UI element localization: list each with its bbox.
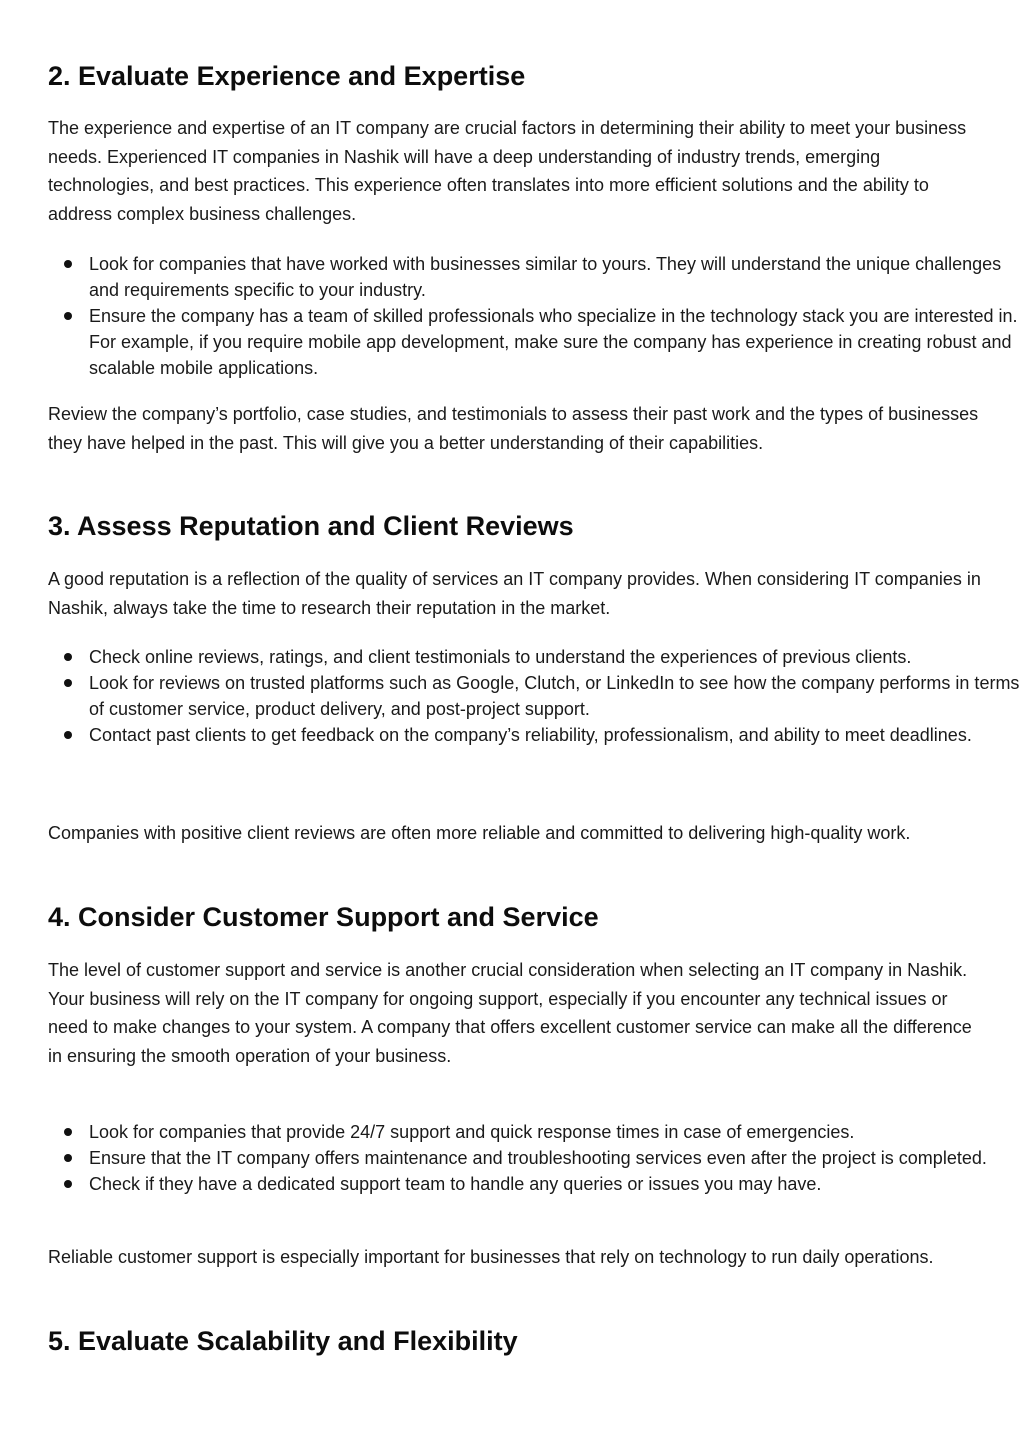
section-intro-paragraph: A good reputation is a reflection of the quality of services an IT company provides. When considering IT companies in Nashik, always take the time to research their reputation in the market. bbox=[48, 569, 981, 618]
section-heading: 2. Evaluate Experience and Expertise bbox=[48, 61, 526, 91]
list-item-text: Look for companies that provide 24/7 support and quick response times in case of emergencies. bbox=[89, 1122, 855, 1142]
list-item bbox=[89, 644, 1024, 670]
bullet-dot-icon bbox=[64, 1180, 72, 1188]
list-item bbox=[89, 1145, 1024, 1171]
list-item bbox=[89, 251, 1024, 303]
list-item-text: Check online reviews, ratings, and client testimonials to understand the experiences of previous clients. bbox=[89, 647, 912, 667]
bullet-dot-icon bbox=[64, 731, 72, 739]
list-item-text: Look for companies that have worked with businesses similar to yours. They will understand the unique challenges and requirements specific to your industry. bbox=[89, 254, 1002, 300]
list-item-text: Ensure that the IT company offers maintenance and troubleshooting services even after the project is completed. bbox=[89, 1148, 987, 1168]
bullet-list bbox=[48, 644, 1024, 748]
section-heading: 4. Consider Customer Support and Service bbox=[48, 902, 599, 932]
bullet-dot-icon bbox=[64, 1128, 72, 1136]
bullet-dot-icon bbox=[64, 312, 72, 320]
list-item-text: Check if they have a dedicated support team to handle any queries or issues you may have. bbox=[89, 1174, 822, 1194]
bullet-dot-icon bbox=[64, 653, 72, 661]
bullet-dot-icon bbox=[64, 1154, 72, 1162]
section-closing-paragraph: Review the company’s portfolio, case studies, and testimonials to assess their past work and the types of businesses they have helped in the past. This will give you a better understanding of their capabilities. bbox=[48, 404, 979, 453]
list-item bbox=[89, 670, 1024, 722]
section-intro-paragraph: The experience and expertise of an IT company are crucial factors in determining their ability to meet your business needs. Experienced IT companies in Nashik will have a deep understanding of industry trends, emerging technologies, and best practices. This experience often translates into more efficient solutions and the ability to address complex business challenges. bbox=[48, 118, 967, 224]
list-item-text: Look for reviews on trusted platforms such as Google, Clutch, or LinkedIn to see how the company performs in terms of customer service, product delivery, and post-project support. bbox=[89, 673, 1020, 719]
list-item-text: Contact past clients to get feedback on the company’s reliability, professionalism, and ability to meet deadlines. bbox=[89, 725, 972, 745]
bullet-list bbox=[48, 251, 1024, 381]
list-item bbox=[89, 1171, 1024, 1197]
list-item-text: Ensure the company has a team of skilled professionals who specialize in the technology stack you are interested in. For example, if you require mobile app development, make sure the company has experience in creating robust and scalable mobile applications. bbox=[89, 306, 1018, 378]
section-heading: 3. Assess Reputation and Client Reviews bbox=[48, 511, 574, 541]
section-intro-paragraph: The level of customer support and service is another crucial consideration when selecting an IT company in Nashik. Your business will rely on the IT company for ongoing support, especially if you encounter any technical issues or need to make changes to your system. A company that offers excellent customer service can make all the difference in ensuring the smooth operation of your business. bbox=[48, 960, 972, 1066]
bullet-dot-icon bbox=[64, 679, 72, 687]
list-item bbox=[89, 303, 1024, 381]
list-item bbox=[89, 722, 1024, 748]
section-heading: 5. Evaluate Scalability and Flexibility bbox=[48, 1326, 518, 1356]
bullet-list bbox=[48, 1119, 1024, 1197]
list-item bbox=[89, 1119, 1024, 1145]
bullet-dot-icon bbox=[64, 260, 72, 268]
section-closing-paragraph: Companies with positive client reviews are often more reliable and committed to delivering high-quality work. bbox=[48, 823, 911, 843]
section-closing-paragraph: Reliable customer support is especially important for businesses that rely on technology to run daily operations. bbox=[48, 1247, 934, 1267]
